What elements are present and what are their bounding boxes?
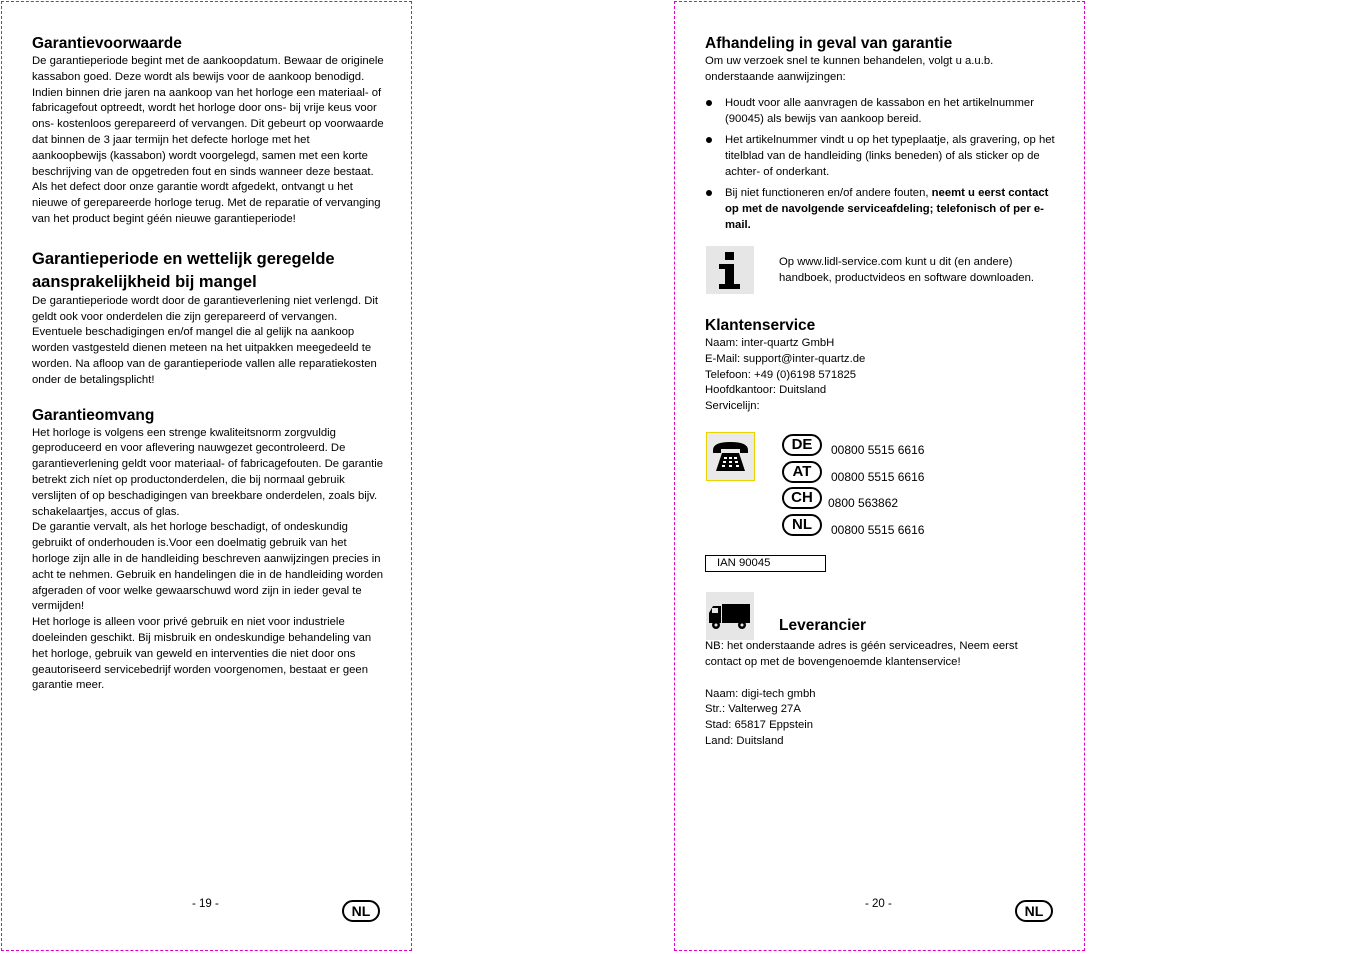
list-item — [705, 185, 1055, 233]
warranty-handling-list — [705, 95, 1055, 233]
section-title-supplier: Leverancier — [779, 617, 867, 634]
warranty-scope-text-2: De garantie vervalt, als het horloge beschadigt, of ondeskundig gebruikt of onderhouden is.Voor een doelmatig gebruik van het horloge zijn alle in de handleiding beschreven aanwijzingen precies in acht te nehmen. Gebruik en handelingen die in de handleiding worden afgeraden of voor welke gewaarschuwd word zijn in ieder geval te vermijden! — [32, 521, 384, 613]
list-item: Het artikelnummer vindt u op het typeplaatje, als gravering, op het titelblad van de handleiding (links beneden) of als sticker op de achter- of onderkant. — [705, 132, 1055, 180]
language-badge: NL — [1015, 900, 1053, 922]
telephone-icon — [706, 432, 755, 481]
section-title-warranty-conditions: Garantievoorwaarde — [32, 35, 182, 52]
country-badge-de: DE — [782, 434, 822, 456]
right-page — [674, 1, 1085, 951]
section-title-warranty-handling: Afhandeling in geval van garantie — [705, 35, 953, 52]
customer-service-hq: Hoofdkantoor: Duitsland — [705, 384, 827, 397]
service-number-at: 00800 5515 6616 — [831, 470, 925, 484]
info-icon — [706, 246, 754, 294]
country-badge-at: AT — [782, 461, 822, 483]
section-title-customer-service: Klantenservice — [705, 317, 816, 334]
supplier-street: Str.: Valterweg 27A — [705, 703, 801, 716]
customer-service-block — [705, 316, 1055, 415]
list-item: Houdt voor alle aanvragen de kassabon en het artikelnummer (90045) als bewijs van aankoop bereid. — [705, 95, 1055, 127]
customer-service-name: Naam: inter-quartz GmbH — [705, 337, 835, 349]
section-title-warranty-period: Garantieperiode en wettelijk geregelde aansprakelijkheid bij mangel — [32, 249, 335, 291]
warranty-scope-text-1: Het horloge is volgens een strenge kwaliteitsnorm zorgvuldig geproduceerd en voor aflevering nauwgezet gecontroleerd. De garantieverlening geldt voor materiaal- of fabricagefouten. De garantie betrekt zich níet op productonderdelen, die bij normaal gebruik verslijten of op beschadigingen van breekbare onderdelen, zoals bijv. schakelaartjes, accus of glas. — [32, 426, 384, 518]
left-page-content — [32, 34, 384, 694]
page-number: - 19 - — [192, 898, 219, 910]
section-title-warranty-scope: Garantieomvang — [32, 406, 155, 424]
warranty-scope-text-3: Het horloge is alleen voor privé gebruik en niet voor industriele doeleinden geschikt. Bij misbruik en ondeskundige behandeling van het horloge, gebruik van geweld en interventies die niet door ons geautoriseerd servicebedrijf worden voorgenomen, bestaat er geen garantie meer. — [32, 616, 372, 692]
language-badge: NL — [342, 900, 380, 922]
service-number-nl: 00800 5515 6616 — [831, 523, 925, 537]
list-item-bold-text: neemt u eerst contact op met de navolgende serviceafdeling; telefonisch of per e-mail. — [725, 186, 1049, 231]
info-text: Op www.lidl-service.com kunt u dit (en andere) handboek, productvideos en software downloaden. — [779, 256, 1034, 284]
left-page — [1, 1, 412, 951]
right-page-content — [705, 34, 1055, 238]
truck-icon — [706, 592, 754, 640]
country-badge-ch: CH — [782, 487, 822, 509]
supplier-block — [705, 639, 1045, 750]
list-item-text: Bij niet functioneren en/of andere fouten, — [725, 186, 932, 199]
supplier-country: Land: Duitsland — [705, 734, 784, 747]
warranty-handling-intro: Om uw verzoek snel te kunnen behandelen, volgt u a.u.b. onderstaande aanwijzingen: — [705, 55, 994, 83]
supplier-note: NB: het onderstaande adres is géén serviceadres, Neem eerst contact op met de bovengenoemde klantenservice! — [705, 640, 1018, 668]
page-number: - 20 - — [865, 898, 892, 910]
service-number-ch: 0800 563862 — [828, 496, 899, 510]
customer-service-phone: Telefoon: +49 (0)6198 571825 — [705, 368, 857, 381]
customer-service-line-label: Servicelijn: — [705, 400, 760, 413]
customer-service-email: E-Mail: support@inter-quartz.de — [705, 352, 866, 365]
supplier-city: Stad: 65817 Eppstein — [705, 719, 814, 732]
supplier-name: Naam: digi-tech gmbh — [705, 687, 816, 700]
warranty-conditions-text: De garantieperiode begint met de aankoopdatum. Bewaar de originele kassabon goed. Deze wordt als bewijs voor de aankoop benodigd. Indien binnen drie jaren na aankoop van het horloge een materiaal- of fabricagefout optreedt, wordt het horloge door ons- bij vrije keus voor ons- kostenloos gerepareerd of vervangen. Dit gebeurt op voorwaarde dat binnen de 3 jaar termijn het defecte horloge met het aankoopbewijs (kassabon) wordt voorgelegd, samen met een korte beschrijving van de opgetreden fout en sinds wanneer deze bestaat. Als het defect door onze garantie wordt afgedekt, ontvangt u het nieuwe of gerepareerde horloge terug. Met de reparatie of vervanging van het product begint géén nieuwe garantieperiode! — [32, 55, 384, 225]
country-badge-nl: NL — [782, 514, 822, 536]
ian-box: IAN 90045 — [705, 555, 826, 572]
warranty-period-text: De garantieperiode wordt door de garantieverlening niet verlengd. Dit geldt ook voor onderdelen die zijn gerepareerd of vervangen. Eventuele beschadigingen en/of mangel die al gelijk na aankoop worden vastgesteld dienen meteen na het uitpakken meegedeeld te worden. Na afloop van de garantieperiode vallen alle reparatiekosten onder de betalingsplicht! — [32, 294, 379, 386]
service-number-de: 00800 5515 6616 — [831, 443, 925, 457]
